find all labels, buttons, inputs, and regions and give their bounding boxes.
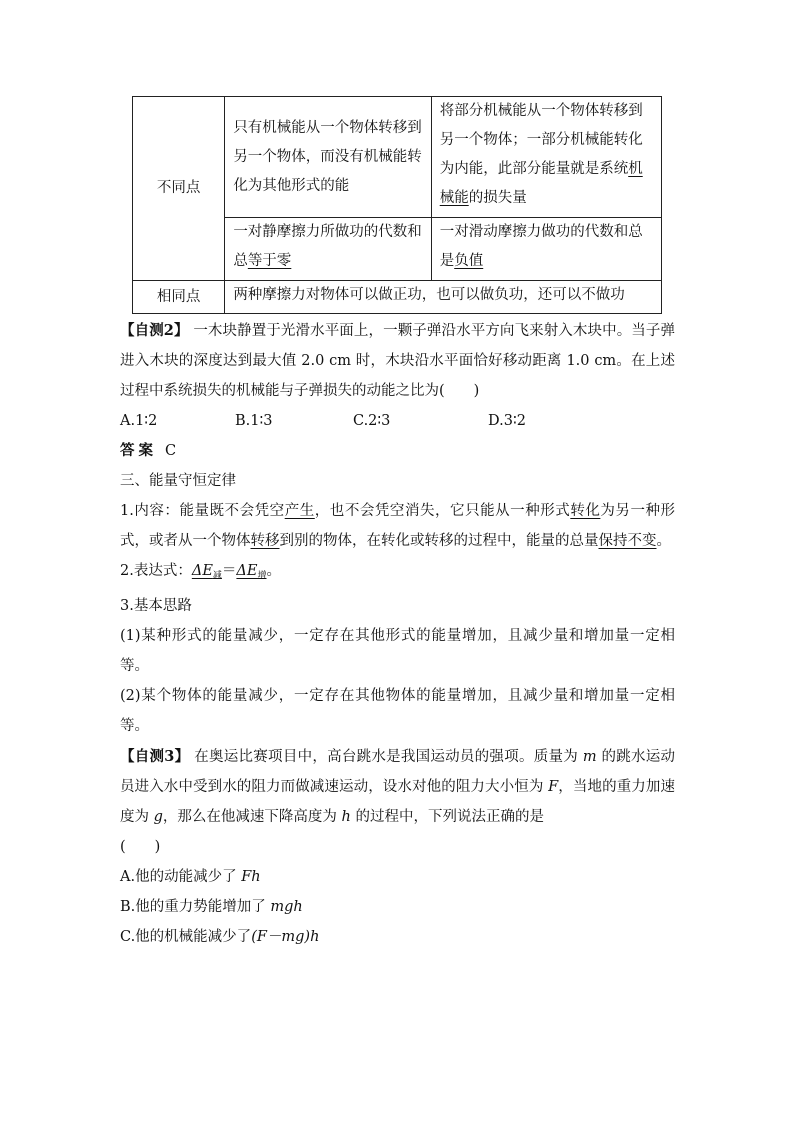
answer-line: [120, 436, 675, 466]
cell-text: 将部分机械能从一个物体转移到另一个物体；一部分机械能转化为内能，此部分能量就是系统: [439, 103, 643, 177]
answer-value: C: [165, 443, 177, 459]
variable: mgh: [270, 899, 303, 915]
static-friction-cell-1: [225, 97, 431, 218]
underlined-term: 保持不变: [598, 533, 657, 549]
underlined-term: 等于零: [247, 253, 292, 269]
text-segment: 的跳水运动员进入水中受到水的阻力而做减速运动，设水对他的阻力大小恒为: [120, 749, 676, 795]
text-segment: 到别的物体，在转化或转移的过程中，能量的总量: [279, 533, 599, 549]
text-segment: 为另一种形式，或者从一个物体: [120, 503, 676, 549]
similarity-cell: 两种摩擦力对物体可以做正功，也可以做负功，还可以不做功: [225, 281, 662, 314]
subscript-increase: 增: [257, 571, 267, 581]
table-row: [133, 281, 662, 314]
answer-paren: ( ): [120, 839, 161, 855]
underlined-term: 转化: [570, 503, 601, 519]
text-segment: 。: [266, 563, 281, 579]
text-segment: 的过程中，下列说法正确的是: [350, 809, 544, 825]
row-head-similarities: 相同点: [133, 281, 225, 314]
static-friction-cell-2: [225, 218, 431, 281]
question-2-stem: [120, 316, 675, 406]
option-text: C.他的机械能减少了: [120, 929, 252, 945]
expression-left: [192, 563, 222, 579]
comparison-table: [132, 96, 662, 314]
underlined-term: 机械能: [439, 161, 643, 206]
content-paragraph: [120, 496, 675, 556]
underlined-term: 转移: [250, 533, 280, 549]
cell-text: 一对静摩擦力所做功的代数和总: [233, 224, 422, 269]
text-segment: 1.内容：能量既不会凭空: [120, 503, 285, 519]
expression-label: 2.表达式：: [120, 563, 192, 579]
sliding-friction-cell-1: [431, 97, 661, 218]
row-head-differences: 不同点: [133, 97, 225, 281]
question-text: 一木块静置于光滑水平面上，一颗子弹沿水平方向飞来射入木块中。当子弹进入木块的深度达到最大值 2.0 cm 时，木块沿水平面恰好移动距离 1.0 cm。在上述过程中系统损失的机械能与子弹损失的动能之比为( ): [120, 323, 676, 399]
cell-text: 一对滑动摩擦力做功的代数和总是: [439, 224, 643, 269]
page-content: [120, 96, 675, 952]
sliding-friction-cell-2: [431, 218, 661, 281]
expression-right: [236, 563, 266, 579]
option-a: A.1∶2: [120, 413, 158, 429]
variable: Fh: [241, 869, 261, 885]
variable: F: [548, 779, 559, 795]
question-tag: 【自测2】: [120, 322, 189, 339]
option-text: A.他的动能减少了: [120, 869, 242, 885]
variable: h: [341, 809, 351, 825]
equals-sign: ＝: [221, 563, 237, 579]
text-segment: ，当地的重力加速度为: [120, 779, 676, 825]
question-3-stem: [120, 742, 675, 832]
option-c: C.2∶3: [353, 413, 391, 429]
option-d: D.3∶2: [488, 413, 526, 429]
section-title: 三、能量守恒定律: [120, 473, 236, 489]
question-tag: 【自测3】: [120, 748, 190, 765]
underlined-term: 负值: [454, 253, 484, 269]
delta-e-symbol: ΔE: [236, 563, 258, 579]
option-b: [120, 892, 675, 922]
answer-label: 答案: [120, 442, 157, 459]
underlined-term: 产生: [284, 503, 315, 519]
option-c: [120, 922, 675, 952]
variable: (F－mg)h: [251, 929, 320, 945]
subheading: 3.基本思路: [120, 598, 192, 614]
subscript-decrease: 减: [212, 571, 222, 581]
cell-text: 的损失量: [468, 190, 527, 206]
cell-text: 只有机械能从一个物体转移到另一个物体，而没有机械能转化为其他形式的能: [233, 119, 422, 194]
text-segment: 。: [656, 533, 671, 549]
text-segment: ，也不会凭空消失，它只能从一种形式: [314, 503, 571, 519]
text-segment: ，那么在他减速下降高度为: [162, 809, 342, 825]
content-paragraph: (1)某种形式的能量减少，一定存在其他形式的能量增加，且减少量和增加量一定相等。: [120, 628, 675, 674]
variable: g: [153, 809, 163, 825]
text-segment: 在奥运比赛项目中，高台跳水是我国运动员的强项。质量为: [194, 749, 583, 765]
option-a: [120, 862, 675, 892]
variable: m: [582, 749, 597, 765]
option-text: B.他的重力势能增加了: [120, 899, 271, 915]
delta-e-symbol: ΔE: [191, 563, 213, 579]
option-b: B.1∶3: [235, 413, 273, 429]
question-2-options: [120, 406, 675, 436]
expression-line: [120, 556, 675, 591]
table-row: [133, 97, 662, 218]
content-paragraph: (2)某个物体的能量减少，一定存在其他物体的能量增加，且减少量和增加量一定相等。: [120, 688, 675, 734]
